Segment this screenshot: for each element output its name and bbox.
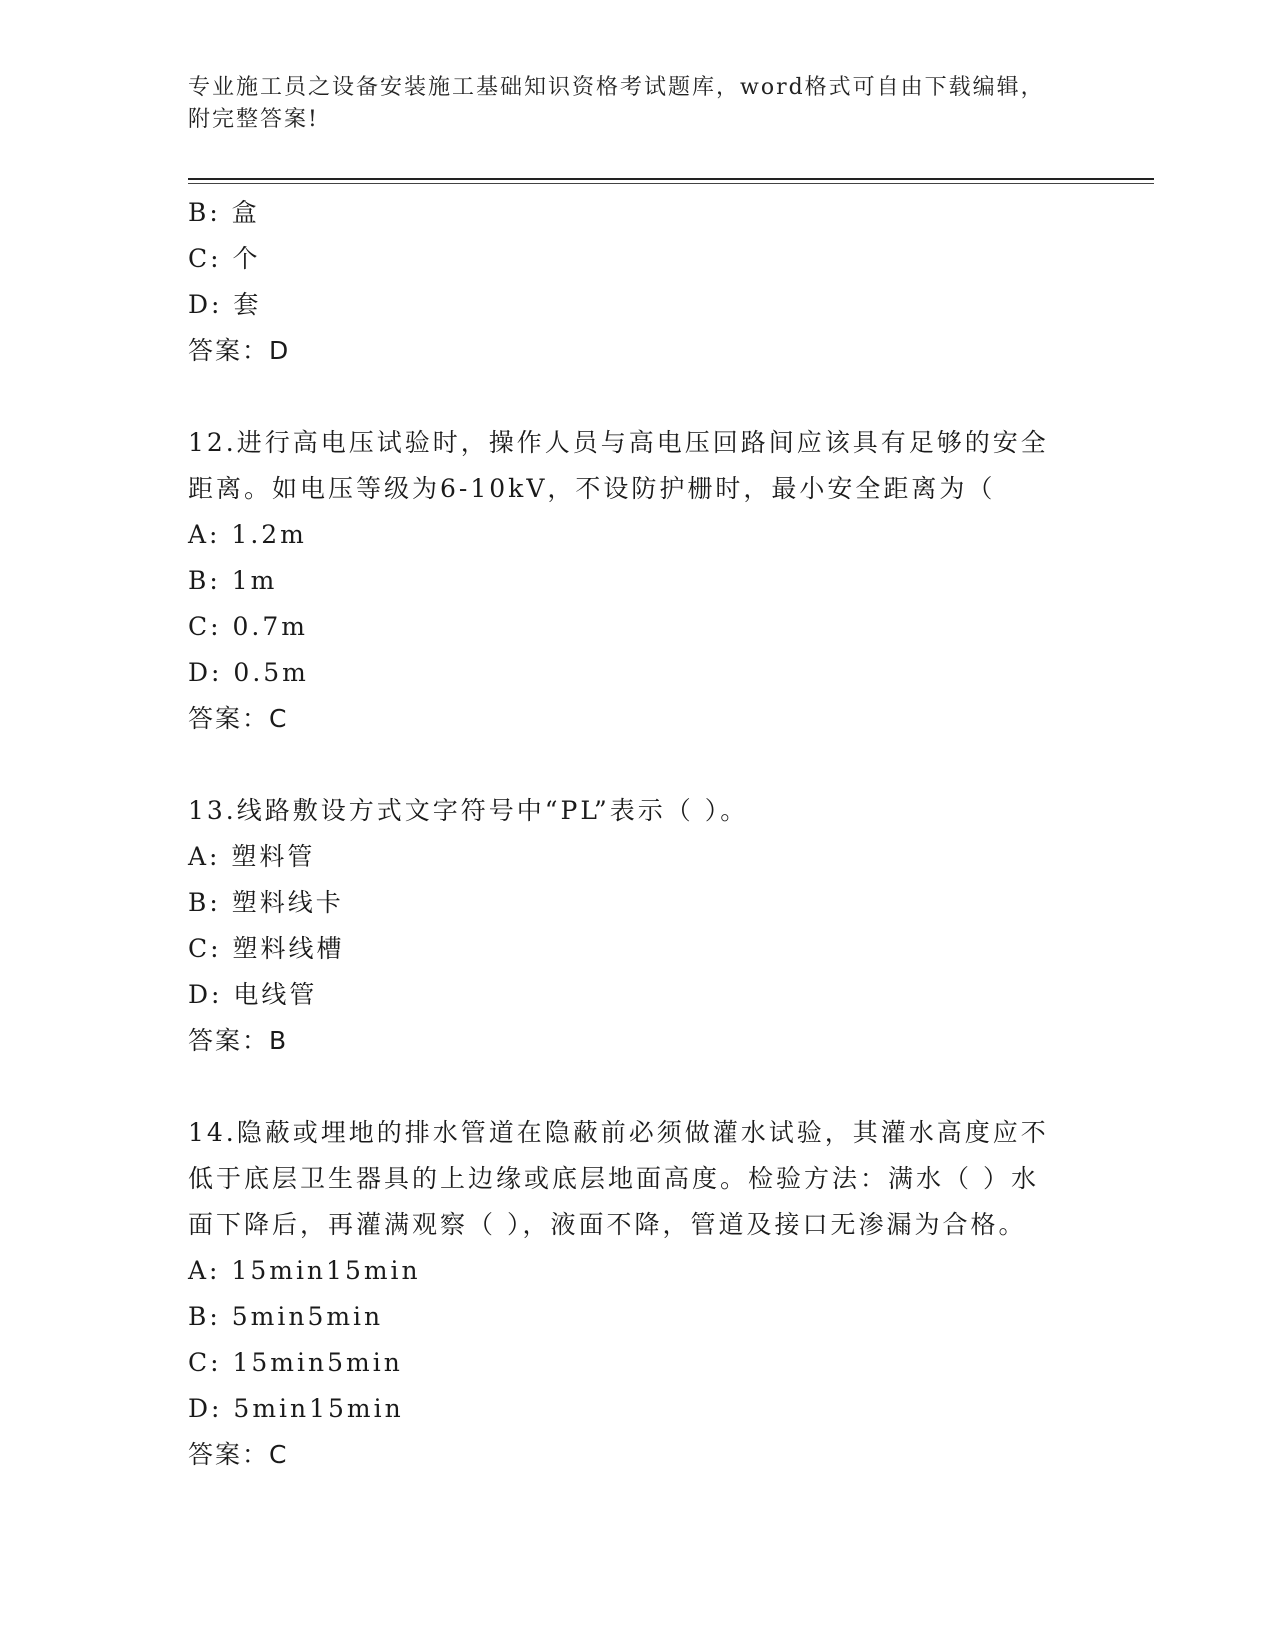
spacer (188, 374, 1088, 420)
header-divider-thick (188, 178, 1154, 180)
option-c: C: 个 (188, 244, 261, 273)
option-d: D: 电线管 (188, 980, 318, 1009)
option-b: B: 1m (188, 566, 278, 595)
answer-label: 答案：D (188, 336, 291, 365)
question-13 (188, 788, 1088, 1064)
question-text-line: 13.线路敷设方式文字符号中“PL”表示（ ）。 (188, 796, 749, 825)
header-line-1: 专业施工员之设备安装施工基础知识资格考试题库，word格式可自由下载编辑， (188, 75, 1045, 100)
option-d: D: 套 (188, 290, 262, 319)
option-b: B: 5min5min (188, 1302, 384, 1331)
option-b: B: 塑料线卡 (188, 888, 344, 917)
answer-label: 答案：B (188, 1026, 289, 1055)
spacer (188, 742, 1088, 788)
document-header (188, 72, 1088, 136)
question-text-line: 14.隐蔽或埋地的排水管道在隐蔽前必须做灌水试验，其灌水高度应不 (188, 1118, 1049, 1147)
option-b: B: 盒 (188, 198, 260, 227)
option-a: A: 1.2m (188, 520, 307, 549)
option-c: C: 15min5min (188, 1348, 403, 1377)
question-12 (188, 420, 1088, 742)
question-text-line: 12.进行高电压试验时，操作人员与高电压回路间应该具有足够的安全 (188, 428, 1049, 457)
question-text-line: 距离。如电压等级为6-10kV，不设防护栅时，最小安全距离为（ (188, 474, 996, 503)
question-14 (188, 1110, 1088, 1478)
spacer (188, 1064, 1088, 1110)
header-line-2: 附完整答案! (188, 107, 319, 132)
question-11 (188, 190, 1088, 374)
question-list (188, 190, 1088, 1478)
option-a: A: 15min15min (188, 1256, 421, 1285)
option-a: A: 塑料管 (188, 842, 316, 871)
answer-label: 答案：C (188, 1440, 289, 1469)
question-text-line: 低于底层卫生器具的上边缘或底层地面高度。检验方法：满水（ ）水 (188, 1164, 1039, 1193)
option-d: D: 0.5m (188, 658, 309, 687)
option-c: C: 0.7m (188, 612, 308, 641)
option-c: C: 塑料线槽 (188, 934, 345, 963)
answer-label: 答案：C (188, 704, 289, 733)
header-divider-thin (188, 183, 1154, 184)
question-text-line: 面下降后，再灌满观察（ ），液面不降，管道及接口无渗漏为合格。 (188, 1210, 1027, 1239)
option-d: D: 5min15min (188, 1394, 404, 1423)
